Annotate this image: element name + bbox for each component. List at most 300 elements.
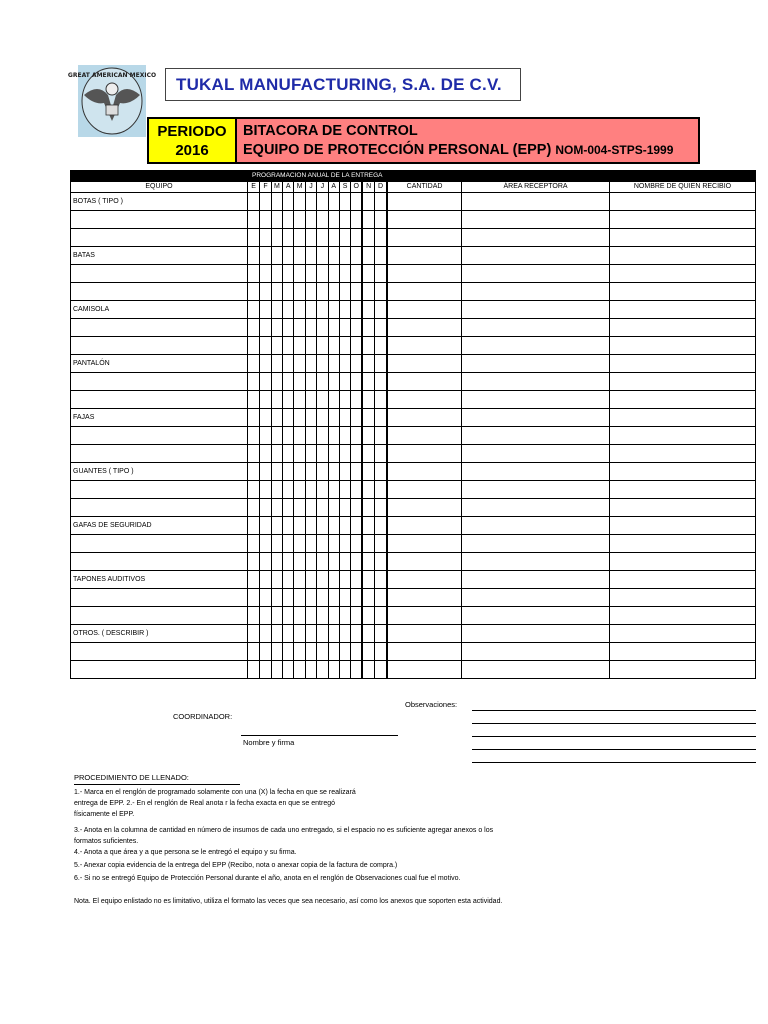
month-cell[interactable] xyxy=(328,265,339,283)
month-cell[interactable] xyxy=(328,463,339,481)
month-cell[interactable] xyxy=(351,319,362,337)
month-cell[interactable] xyxy=(294,355,305,373)
cantidad-cell[interactable] xyxy=(387,607,461,625)
month-cell[interactable] xyxy=(271,661,282,679)
area-cell[interactable] xyxy=(462,463,610,481)
nombre-cell[interactable] xyxy=(610,229,756,247)
month-cell[interactable] xyxy=(351,247,362,265)
month-cell[interactable] xyxy=(271,571,282,589)
month-cell[interactable] xyxy=(375,517,387,535)
month-cell[interactable] xyxy=(375,319,387,337)
area-cell[interactable] xyxy=(462,589,610,607)
equipo-cell[interactable] xyxy=(71,337,248,355)
month-cell[interactable] xyxy=(294,571,305,589)
month-cell[interactable] xyxy=(351,445,362,463)
month-cell[interactable] xyxy=(362,661,374,679)
nombre-cell[interactable] xyxy=(610,589,756,607)
month-cell[interactable] xyxy=(339,193,350,211)
area-cell[interactable] xyxy=(462,373,610,391)
area-cell[interactable] xyxy=(462,319,610,337)
equipo-label-cell[interactable]: OTROS. ( DESCRIBIR ) xyxy=(71,625,248,643)
nombre-cell[interactable] xyxy=(610,607,756,625)
cantidad-cell[interactable] xyxy=(387,643,461,661)
month-cell[interactable] xyxy=(362,499,374,517)
month-cell[interactable] xyxy=(351,625,362,643)
cantidad-cell[interactable] xyxy=(387,625,461,643)
month-cell[interactable] xyxy=(362,625,374,643)
equipo-cell[interactable] xyxy=(71,265,248,283)
month-cell[interactable] xyxy=(260,391,271,409)
month-cell[interactable] xyxy=(283,535,294,553)
month-cell[interactable] xyxy=(375,229,387,247)
area-cell[interactable] xyxy=(462,229,610,247)
month-cell[interactable] xyxy=(305,211,316,229)
month-cell[interactable] xyxy=(351,535,362,553)
month-cell[interactable] xyxy=(375,265,387,283)
month-cell[interactable] xyxy=(305,607,316,625)
area-cell[interactable] xyxy=(462,517,610,535)
month-cell[interactable] xyxy=(339,499,350,517)
month-cell[interactable] xyxy=(283,589,294,607)
area-cell[interactable] xyxy=(462,211,610,229)
month-cell[interactable] xyxy=(317,193,328,211)
month-cell[interactable] xyxy=(317,661,328,679)
month-cell[interactable] xyxy=(283,337,294,355)
cantidad-cell[interactable] xyxy=(387,319,461,337)
cantidad-cell[interactable] xyxy=(387,373,461,391)
month-cell[interactable] xyxy=(247,211,259,229)
cantidad-cell[interactable] xyxy=(387,427,461,445)
area-cell[interactable] xyxy=(462,499,610,517)
month-cell[interactable] xyxy=(283,463,294,481)
month-cell[interactable] xyxy=(375,211,387,229)
month-cell[interactable] xyxy=(351,517,362,535)
month-cell[interactable] xyxy=(317,643,328,661)
month-cell[interactable] xyxy=(362,409,374,427)
month-cell[interactable] xyxy=(351,643,362,661)
month-cell[interactable] xyxy=(283,229,294,247)
equipo-cell[interactable] xyxy=(71,229,248,247)
month-cell[interactable] xyxy=(271,427,282,445)
month-cell[interactable] xyxy=(351,265,362,283)
nombre-cell[interactable] xyxy=(610,265,756,283)
area-cell[interactable] xyxy=(462,571,610,589)
month-cell[interactable] xyxy=(362,391,374,409)
month-cell[interactable] xyxy=(247,661,259,679)
month-cell[interactable] xyxy=(328,625,339,643)
month-cell[interactable] xyxy=(362,247,374,265)
month-cell[interactable] xyxy=(271,301,282,319)
month-cell[interactable] xyxy=(317,229,328,247)
nombre-cell[interactable] xyxy=(610,517,756,535)
month-cell[interactable] xyxy=(294,319,305,337)
month-cell[interactable] xyxy=(317,319,328,337)
month-cell[interactable] xyxy=(328,571,339,589)
equipo-cell[interactable] xyxy=(71,589,248,607)
month-cell[interactable] xyxy=(339,427,350,445)
cantidad-cell[interactable] xyxy=(387,535,461,553)
equipo-label-cell[interactable]: CAMISOLA xyxy=(71,301,248,319)
month-cell[interactable] xyxy=(317,409,328,427)
month-cell[interactable] xyxy=(375,337,387,355)
month-cell[interactable] xyxy=(260,247,271,265)
month-cell[interactable] xyxy=(260,211,271,229)
month-cell[interactable] xyxy=(375,427,387,445)
month-cell[interactable] xyxy=(260,373,271,391)
equipo-label-cell[interactable]: BOTAS ( TIPO ) xyxy=(71,193,248,211)
month-cell[interactable] xyxy=(271,193,282,211)
month-cell[interactable] xyxy=(351,211,362,229)
month-cell[interactable] xyxy=(305,445,316,463)
month-cell[interactable] xyxy=(328,661,339,679)
equipo-cell[interactable] xyxy=(71,373,248,391)
month-cell[interactable] xyxy=(362,535,374,553)
month-cell[interactable] xyxy=(317,427,328,445)
month-cell[interactable] xyxy=(271,553,282,571)
month-cell[interactable] xyxy=(260,427,271,445)
month-cell[interactable] xyxy=(375,481,387,499)
month-cell[interactable] xyxy=(247,553,259,571)
month-cell[interactable] xyxy=(294,445,305,463)
month-cell[interactable] xyxy=(351,607,362,625)
month-cell[interactable] xyxy=(351,661,362,679)
month-cell[interactable] xyxy=(247,589,259,607)
month-cell[interactable] xyxy=(375,589,387,607)
month-cell[interactable] xyxy=(305,481,316,499)
month-cell[interactable] xyxy=(328,553,339,571)
month-cell[interactable] xyxy=(375,247,387,265)
area-cell[interactable] xyxy=(462,247,610,265)
nombre-cell[interactable] xyxy=(610,409,756,427)
month-cell[interactable] xyxy=(375,445,387,463)
month-cell[interactable] xyxy=(294,427,305,445)
month-cell[interactable] xyxy=(375,625,387,643)
month-cell[interactable] xyxy=(271,265,282,283)
equipo-cell[interactable] xyxy=(71,643,248,661)
cantidad-cell[interactable] xyxy=(387,265,461,283)
month-cell[interactable] xyxy=(317,283,328,301)
nombre-cell[interactable] xyxy=(610,571,756,589)
month-cell[interactable] xyxy=(283,445,294,463)
area-cell[interactable] xyxy=(462,661,610,679)
month-cell[interactable] xyxy=(271,625,282,643)
month-cell[interactable] xyxy=(317,535,328,553)
month-cell[interactable] xyxy=(271,607,282,625)
month-cell[interactable] xyxy=(328,499,339,517)
month-cell[interactable] xyxy=(260,535,271,553)
month-cell[interactable] xyxy=(247,193,259,211)
month-cell[interactable] xyxy=(260,625,271,643)
month-cell[interactable] xyxy=(339,643,350,661)
month-cell[interactable] xyxy=(294,247,305,265)
month-cell[interactable] xyxy=(294,283,305,301)
month-cell[interactable] xyxy=(317,589,328,607)
month-cell[interactable] xyxy=(305,499,316,517)
month-cell[interactable] xyxy=(294,337,305,355)
month-cell[interactable] xyxy=(271,535,282,553)
month-cell[interactable] xyxy=(271,247,282,265)
month-cell[interactable] xyxy=(362,319,374,337)
equipo-cell[interactable] xyxy=(71,319,248,337)
area-cell[interactable] xyxy=(462,409,610,427)
month-cell[interactable] xyxy=(317,301,328,319)
month-cell[interactable] xyxy=(351,571,362,589)
equipo-cell[interactable] xyxy=(71,499,248,517)
nombre-cell[interactable] xyxy=(610,499,756,517)
cantidad-cell[interactable] xyxy=(387,589,461,607)
month-cell[interactable] xyxy=(247,265,259,283)
area-cell[interactable] xyxy=(462,283,610,301)
month-cell[interactable] xyxy=(283,571,294,589)
month-cell[interactable] xyxy=(317,265,328,283)
month-cell[interactable] xyxy=(283,481,294,499)
month-cell[interactable] xyxy=(362,427,374,445)
month-cell[interactable] xyxy=(260,355,271,373)
month-cell[interactable] xyxy=(328,301,339,319)
cantidad-cell[interactable] xyxy=(387,409,461,427)
area-cell[interactable] xyxy=(462,535,610,553)
month-cell[interactable] xyxy=(339,445,350,463)
month-cell[interactable] xyxy=(283,319,294,337)
month-cell[interactable] xyxy=(294,391,305,409)
month-cell[interactable] xyxy=(328,337,339,355)
month-cell[interactable] xyxy=(247,301,259,319)
month-cell[interactable] xyxy=(305,571,316,589)
cantidad-cell[interactable] xyxy=(387,211,461,229)
month-cell[interactable] xyxy=(260,571,271,589)
month-cell[interactable] xyxy=(328,229,339,247)
nombre-cell[interactable] xyxy=(610,355,756,373)
month-cell[interactable] xyxy=(339,319,350,337)
nombre-cell[interactable] xyxy=(610,283,756,301)
month-cell[interactable] xyxy=(294,193,305,211)
month-cell[interactable] xyxy=(362,211,374,229)
month-cell[interactable] xyxy=(271,211,282,229)
month-cell[interactable] xyxy=(247,643,259,661)
month-cell[interactable] xyxy=(362,283,374,301)
month-cell[interactable] xyxy=(260,607,271,625)
month-cell[interactable] xyxy=(317,625,328,643)
month-cell[interactable] xyxy=(375,373,387,391)
month-cell[interactable] xyxy=(247,247,259,265)
nombre-cell[interactable] xyxy=(610,247,756,265)
month-cell[interactable] xyxy=(294,643,305,661)
month-cell[interactable] xyxy=(283,193,294,211)
month-cell[interactable] xyxy=(305,517,316,535)
month-cell[interactable] xyxy=(362,445,374,463)
nombre-cell[interactable] xyxy=(610,373,756,391)
month-cell[interactable] xyxy=(283,391,294,409)
month-cell[interactable] xyxy=(375,535,387,553)
month-cell[interactable] xyxy=(260,409,271,427)
month-cell[interactable] xyxy=(362,607,374,625)
month-cell[interactable] xyxy=(283,517,294,535)
month-cell[interactable] xyxy=(339,373,350,391)
month-cell[interactable] xyxy=(305,319,316,337)
month-cell[interactable] xyxy=(305,337,316,355)
month-cell[interactable] xyxy=(247,337,259,355)
month-cell[interactable] xyxy=(362,463,374,481)
month-cell[interactable] xyxy=(351,391,362,409)
month-cell[interactable] xyxy=(247,355,259,373)
month-cell[interactable] xyxy=(271,589,282,607)
month-cell[interactable] xyxy=(328,193,339,211)
area-cell[interactable] xyxy=(462,625,610,643)
month-cell[interactable] xyxy=(271,283,282,301)
month-cell[interactable] xyxy=(362,481,374,499)
month-cell[interactable] xyxy=(328,445,339,463)
month-cell[interactable] xyxy=(339,211,350,229)
month-cell[interactable] xyxy=(305,427,316,445)
month-cell[interactable] xyxy=(294,535,305,553)
area-cell[interactable] xyxy=(462,391,610,409)
month-cell[interactable] xyxy=(339,625,350,643)
cantidad-cell[interactable] xyxy=(387,517,461,535)
month-cell[interactable] xyxy=(328,391,339,409)
month-cell[interactable] xyxy=(294,553,305,571)
month-cell[interactable] xyxy=(339,355,350,373)
month-cell[interactable] xyxy=(260,499,271,517)
month-cell[interactable] xyxy=(362,643,374,661)
month-cell[interactable] xyxy=(317,355,328,373)
month-cell[interactable] xyxy=(317,517,328,535)
nombre-cell[interactable] xyxy=(610,193,756,211)
nombre-cell[interactable] xyxy=(610,445,756,463)
month-cell[interactable] xyxy=(247,445,259,463)
month-cell[interactable] xyxy=(351,499,362,517)
month-cell[interactable] xyxy=(339,553,350,571)
month-cell[interactable] xyxy=(305,589,316,607)
month-cell[interactable] xyxy=(362,229,374,247)
month-cell[interactable] xyxy=(260,661,271,679)
month-cell[interactable] xyxy=(247,283,259,301)
month-cell[interactable] xyxy=(294,499,305,517)
month-cell[interactable] xyxy=(294,301,305,319)
month-cell[interactable] xyxy=(362,589,374,607)
month-cell[interactable] xyxy=(260,301,271,319)
month-cell[interactable] xyxy=(271,319,282,337)
month-cell[interactable] xyxy=(317,463,328,481)
area-cell[interactable] xyxy=(462,337,610,355)
month-cell[interactable] xyxy=(294,589,305,607)
month-cell[interactable] xyxy=(328,355,339,373)
month-cell[interactable] xyxy=(271,643,282,661)
month-cell[interactable] xyxy=(317,499,328,517)
month-cell[interactable] xyxy=(375,607,387,625)
month-cell[interactable] xyxy=(305,661,316,679)
month-cell[interactable] xyxy=(328,319,339,337)
month-cell[interactable] xyxy=(328,535,339,553)
month-cell[interactable] xyxy=(294,229,305,247)
nombre-cell[interactable] xyxy=(610,463,756,481)
month-cell[interactable] xyxy=(375,463,387,481)
month-cell[interactable] xyxy=(375,409,387,427)
month-cell[interactable] xyxy=(294,661,305,679)
nombre-cell[interactable] xyxy=(610,337,756,355)
nombre-cell[interactable] xyxy=(610,391,756,409)
equipo-cell[interactable] xyxy=(71,535,248,553)
month-cell[interactable] xyxy=(317,247,328,265)
month-cell[interactable] xyxy=(260,463,271,481)
month-cell[interactable] xyxy=(328,283,339,301)
month-cell[interactable] xyxy=(317,553,328,571)
month-cell[interactable] xyxy=(351,373,362,391)
equipo-cell[interactable] xyxy=(71,211,248,229)
month-cell[interactable] xyxy=(339,589,350,607)
cantidad-cell[interactable] xyxy=(387,193,461,211)
month-cell[interactable] xyxy=(339,283,350,301)
month-cell[interactable] xyxy=(271,481,282,499)
month-cell[interactable] xyxy=(283,283,294,301)
month-cell[interactable] xyxy=(362,355,374,373)
month-cell[interactable] xyxy=(247,535,259,553)
month-cell[interactable] xyxy=(362,193,374,211)
month-cell[interactable] xyxy=(271,409,282,427)
month-cell[interactable] xyxy=(362,373,374,391)
month-cell[interactable] xyxy=(283,661,294,679)
month-cell[interactable] xyxy=(247,463,259,481)
month-cell[interactable] xyxy=(351,355,362,373)
month-cell[interactable] xyxy=(375,571,387,589)
month-cell[interactable] xyxy=(305,553,316,571)
cantidad-cell[interactable] xyxy=(387,499,461,517)
month-cell[interactable] xyxy=(339,301,350,319)
cantidad-cell[interactable] xyxy=(387,463,461,481)
month-cell[interactable] xyxy=(294,517,305,535)
month-cell[interactable] xyxy=(317,571,328,589)
equipo-label-cell[interactable]: GAFAS DE SEGURIDAD xyxy=(71,517,248,535)
month-cell[interactable] xyxy=(247,427,259,445)
month-cell[interactable] xyxy=(328,643,339,661)
cantidad-cell[interactable] xyxy=(387,247,461,265)
cantidad-cell[interactable] xyxy=(387,301,461,319)
month-cell[interactable] xyxy=(328,517,339,535)
nombre-cell[interactable] xyxy=(610,661,756,679)
month-cell[interactable] xyxy=(375,643,387,661)
area-cell[interactable] xyxy=(462,265,610,283)
month-cell[interactable] xyxy=(351,193,362,211)
nombre-cell[interactable] xyxy=(610,481,756,499)
month-cell[interactable] xyxy=(283,409,294,427)
month-cell[interactable] xyxy=(260,445,271,463)
month-cell[interactable] xyxy=(271,445,282,463)
month-cell[interactable] xyxy=(362,301,374,319)
equipo-label-cell[interactable]: PANTALÓN xyxy=(71,355,248,373)
month-cell[interactable] xyxy=(375,301,387,319)
month-cell[interactable] xyxy=(328,409,339,427)
month-cell[interactable] xyxy=(305,625,316,643)
month-cell[interactable] xyxy=(247,373,259,391)
equipo-cell[interactable] xyxy=(71,481,248,499)
month-cell[interactable] xyxy=(362,571,374,589)
month-cell[interactable] xyxy=(260,481,271,499)
month-cell[interactable] xyxy=(351,229,362,247)
month-cell[interactable] xyxy=(351,481,362,499)
month-cell[interactable] xyxy=(305,355,316,373)
month-cell[interactable] xyxy=(328,427,339,445)
month-cell[interactable] xyxy=(294,607,305,625)
month-cell[interactable] xyxy=(271,337,282,355)
month-cell[interactable] xyxy=(339,391,350,409)
month-cell[interactable] xyxy=(317,373,328,391)
nombre-cell[interactable] xyxy=(610,643,756,661)
area-cell[interactable] xyxy=(462,355,610,373)
month-cell[interactable] xyxy=(362,265,374,283)
month-cell[interactable] xyxy=(283,607,294,625)
cantidad-cell[interactable] xyxy=(387,571,461,589)
area-cell[interactable] xyxy=(462,643,610,661)
month-cell[interactable] xyxy=(339,337,350,355)
